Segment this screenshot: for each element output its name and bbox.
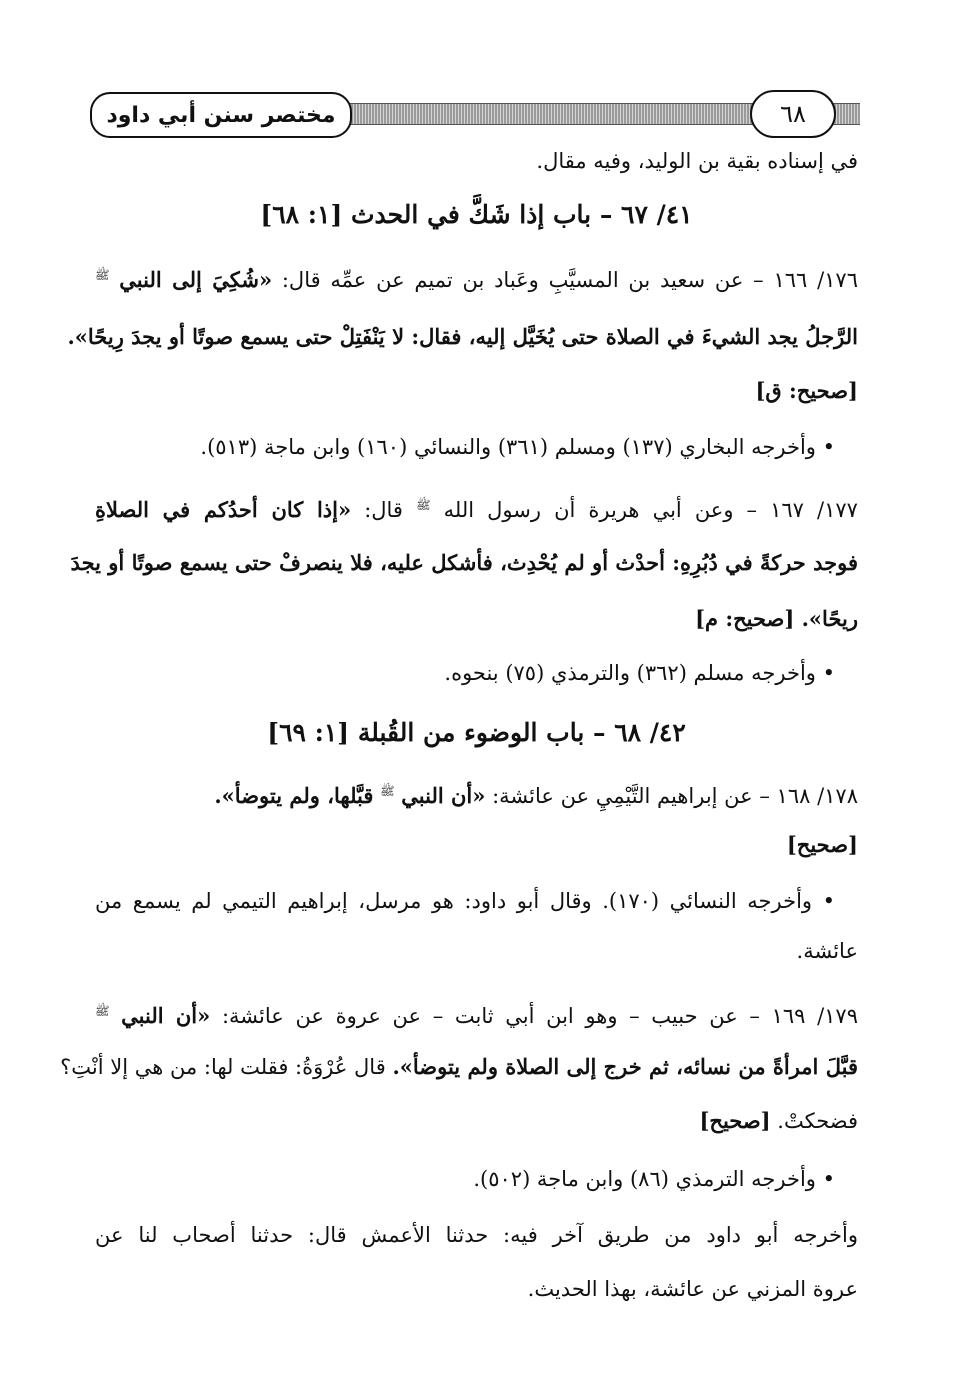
takhrij-178-line-1: • وأخرجه النسائي (١٧٠). وقال أبو داود: هو مرسل، إبراهيم التيمي لم يسمع من	[95, 889, 835, 913]
salawat-glyph: ﷺ	[380, 784, 395, 798]
grade-178: [صحيح]	[786, 832, 858, 857]
salawat-glyph: ﷺ	[95, 1004, 110, 1018]
hadith-177-intro: ١٧٧/ ١٦٧ – وعن أبي هريرة أن رسول الله	[443, 498, 858, 522]
hadith-176-line-1	[95, 260, 858, 295]
chapter-heading-42: ٤٢/ ٦٨ – باب الوضوء من القُبلة [١: ٦٩]	[267, 718, 686, 747]
hadith-177-line-3	[695, 604, 858, 634]
hadith-178-intro: ١٧٨/ ١٦٨ – عن إبراهيم التَّيْمِيِ عن عائشة:	[492, 784, 858, 808]
hadith-178-line-1	[214, 776, 858, 811]
hadith-177-quote-start: «إذا كان أحدُكم في الصلاةِ	[95, 497, 352, 522]
hadith-179-urwa: قال عُرْوَةُ: فقلت لها: من هي إلا أنْتِ؟	[60, 1055, 386, 1079]
note-line-1: وأخرجه أبو داود من طريق آخر فيه: حدثنا الأعمش قال: حدثنا أصحاب لنا عن	[95, 1223, 858, 1247]
grade-177: [صحيح: م]	[695, 606, 795, 631]
hadith-177-quote-end: ريحًا».	[801, 606, 858, 631]
takhrij-176: • وأخرجه البخاري (١٣٧) ومسلم (٣٦١) والنسائي (١٦٠) وابن ماجة (٥١٣).	[200, 435, 835, 459]
text-line-01: في إسناده بقية بن الوليد، وفيه مقال.	[536, 149, 858, 173]
hadith-177-said: قال:	[364, 498, 403, 522]
hadith-176-quote-start: «شُكِيَ إلى النبي	[119, 267, 273, 292]
hadith-179-line-1	[95, 996, 858, 1031]
hadith-177-line-1	[95, 490, 858, 525]
salawat-glyph: ﷺ	[416, 498, 431, 512]
hadith-178-quote-b: قبَّلها، ولم يتوضأ».	[214, 783, 374, 808]
hadith-176-line-2: الرَّجلُ يجد الشيءَ في الصلاة حتى يُخَيَّل إليه، فقال: لا يَنْفَتِلْ حتى يسمع صوتًا أو يجدَ رِيحًا».	[67, 324, 858, 349]
hadith-178-quote-a: «أن النبي	[401, 783, 486, 808]
hadith-179-line-2	[60, 1052, 858, 1082]
running-title: مختصر سنن أبي داود	[90, 92, 352, 138]
note-line-2: عروة المزني عن عائشة، بهذا الحديث.	[527, 1277, 858, 1301]
grade-176: [صحيح: ق]	[755, 378, 858, 403]
hadith-179-quote-start: «أن النبي	[121, 1003, 211, 1028]
hadith-179-line-3	[699, 1106, 858, 1136]
hadith-176-intro: ١٧٦/ ١٦٦ – عن سعيد بن المسيَّبِ وعَباد بن تميم عن عمِّه قال:	[281, 268, 858, 292]
takhrij-179: • وأخرجه الترمذي (٨٦) وابن ماجة (٥٠٢).	[473, 1167, 835, 1191]
takhrij-178-line-2: عائشة.	[796, 939, 858, 963]
chapter-heading-41: ٤١/ ٦٧ – باب إذا شَكَّ في الحدث [١: ٦٨]	[260, 200, 693, 229]
hadith-179-laughed: فضحكتْ.	[777, 1109, 858, 1133]
hadith-179-intro: ١٧٩/ ١٦٩ – عن حبيب – وهو ابن أبي ثابت – عن عروة عن عائشة:	[221, 1004, 858, 1028]
grade-179: [صحيح]	[699, 1108, 771, 1133]
hadith-179-quote-end: قبَّلَ امرأةً من نسائه، ثم خرج إلى الصلاة ولم يتوضأ».	[392, 1054, 858, 1079]
page-number: ٦٨	[750, 90, 836, 138]
takhrij-177: • وأخرجه مسلم (٣٦٢) والترمذي (٧٥) بنحوه.	[444, 661, 835, 685]
hadith-177-line-2: فوجد حركةً في دُبُرِهِ: أحدْث أو لم يُحْدِث، فأشكل عليه، فلا ينصرفْ حتى يسمع صوتًا أو يجدَ	[70, 550, 858, 575]
salawat-glyph: ﷺ	[95, 268, 110, 282]
